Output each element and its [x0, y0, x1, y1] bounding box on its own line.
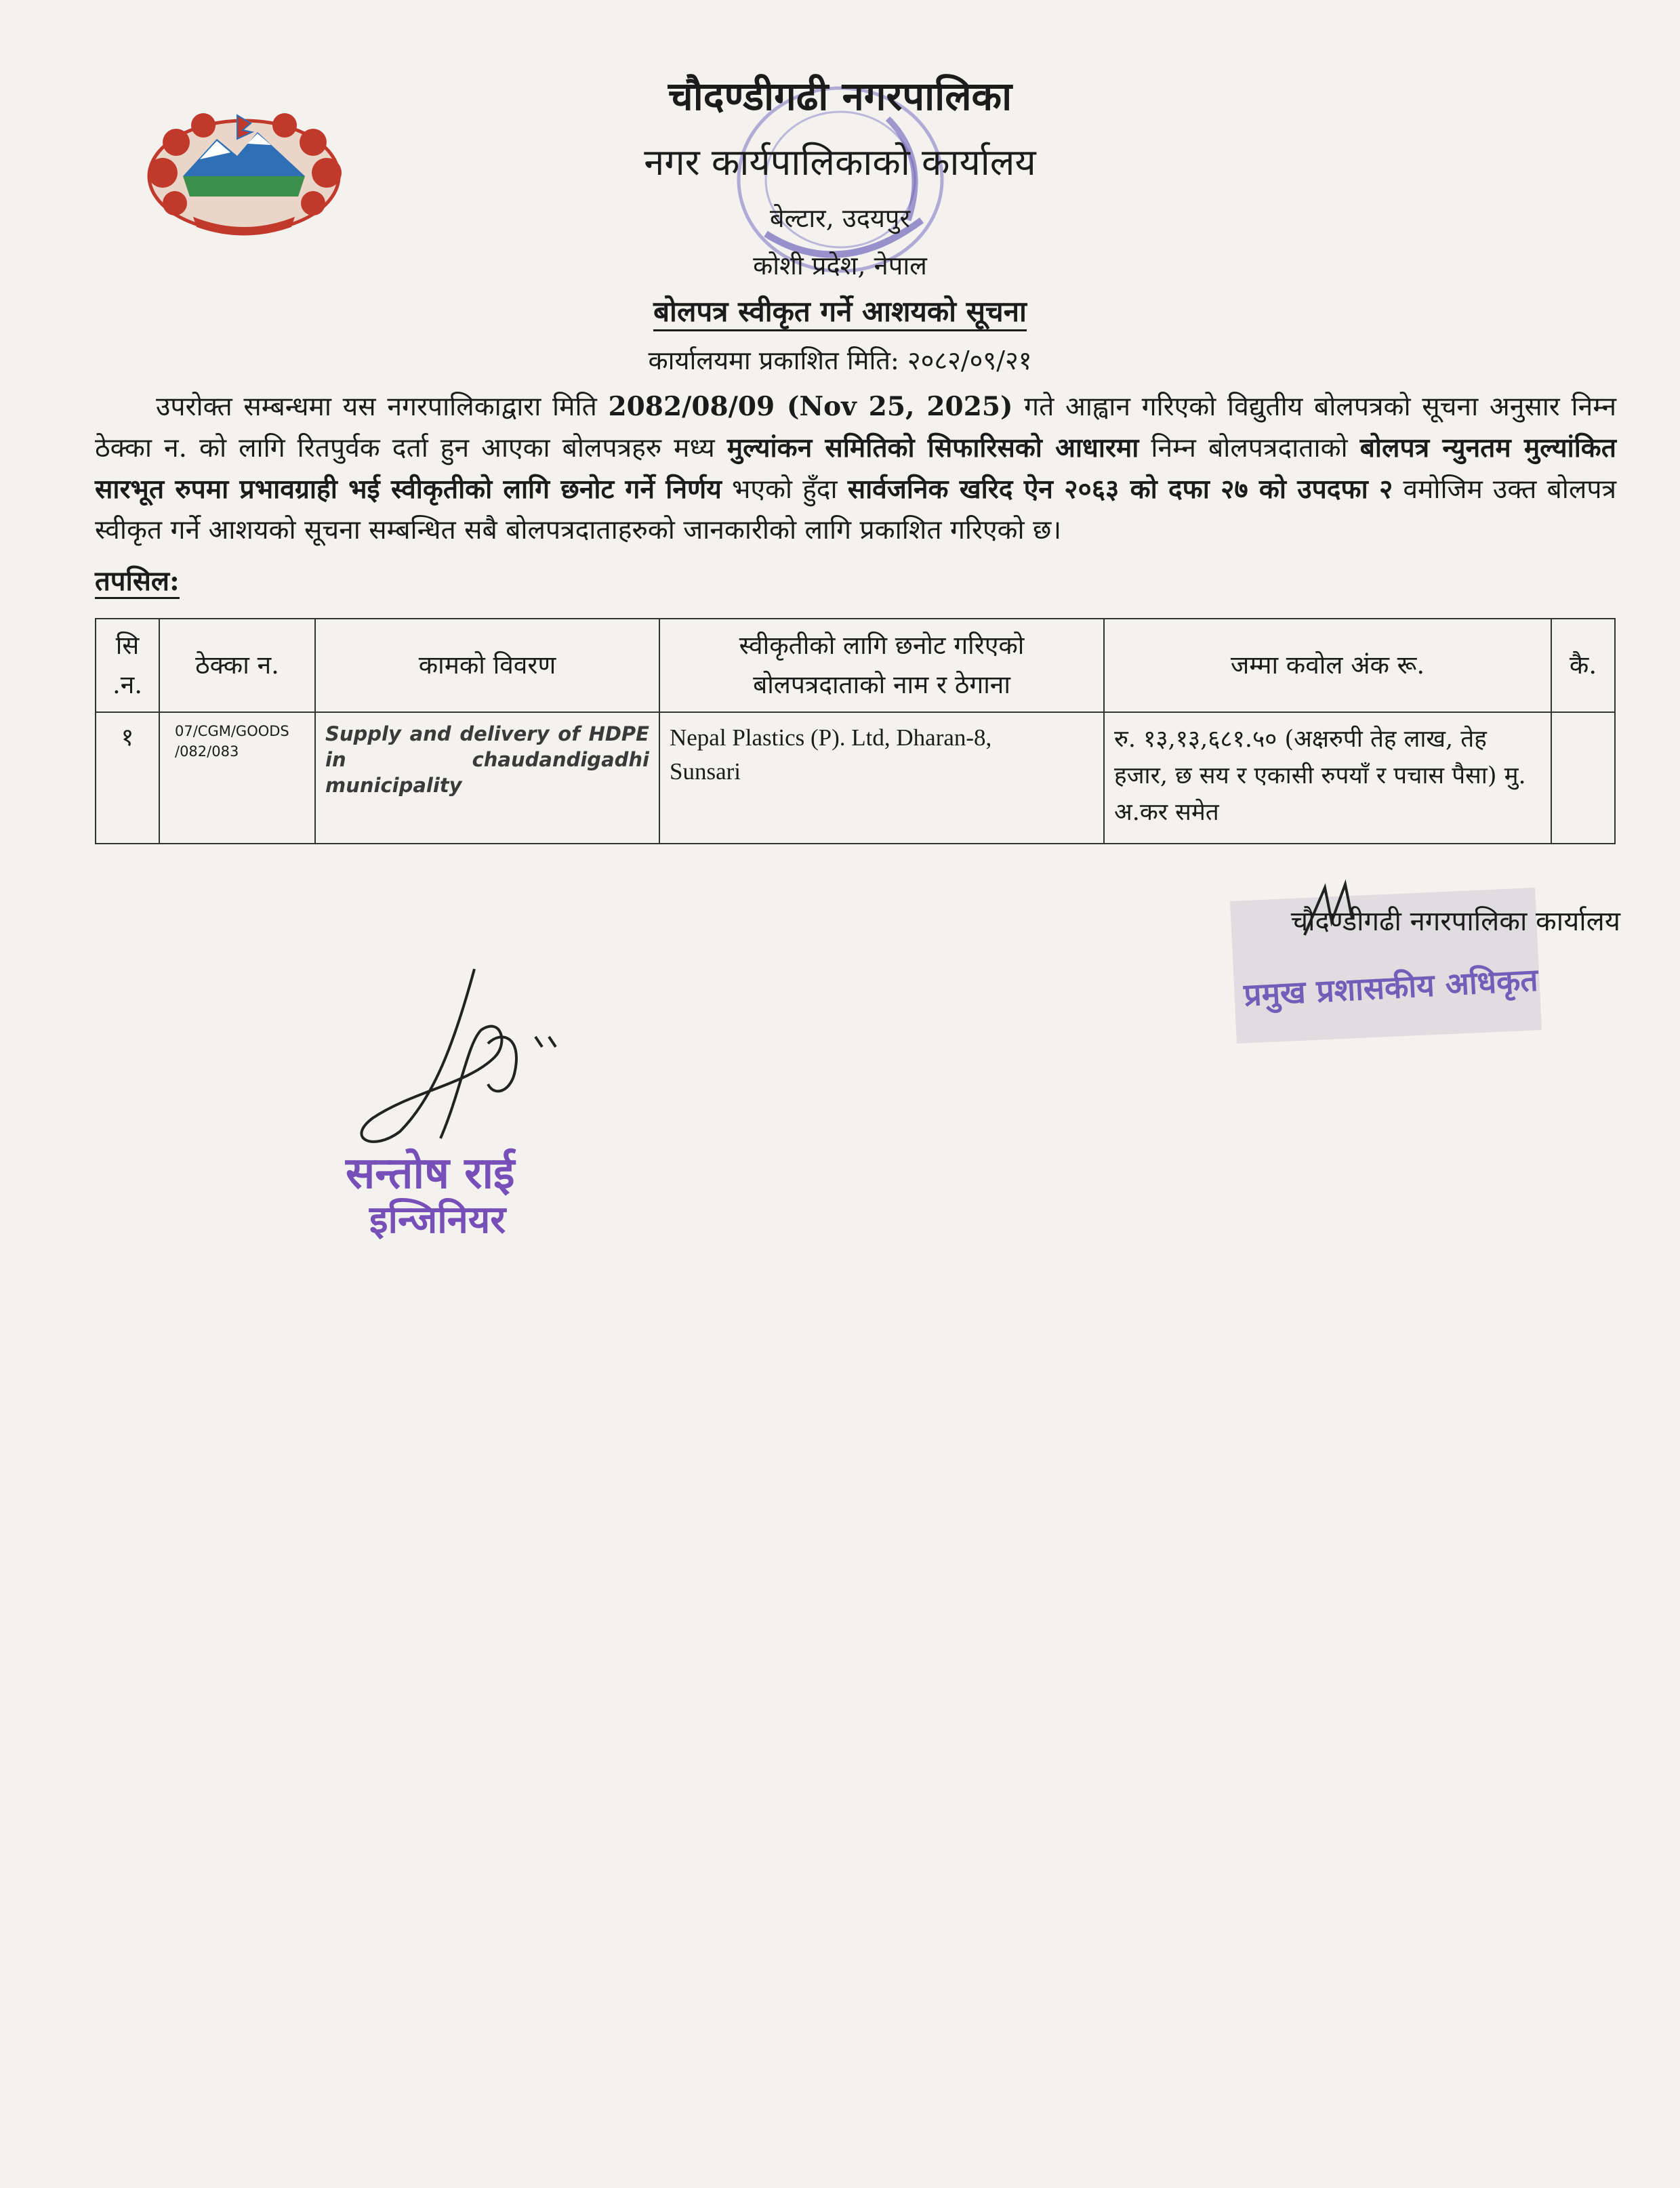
body-text-2: गते आह्वान गरिएको विद्युतीय बोलपत्रको सूचना अनुसार निम्न ठेक्का न. को लागि रितपुर्वक दर्ता हुन आएका बोलपत्रहरु मध्य	[95, 392, 1617, 463]
address-line-1: बेल्टार, उदयपुर	[769, 203, 911, 233]
body-evaluation-basis: मुल्यांकन समितिको सिफारिसको आधारमा	[726, 432, 1139, 463]
notice-body-paragraph	[95, 386, 1616, 551]
body-text-5: वमोजिम उक्त बोलपत्र स्वीकृत गर्ने आशयको सूचना सम्बन्धित सबै बोलपत्रदाताहरुको जानकारीको लागि प्रकाशित गरिएको छ।	[95, 474, 1616, 545]
cell-contract-no: 07/CGM/GOODS /082/083	[159, 712, 315, 844]
notice-subject-text: बोलपत्र स्वीकृत गर्ने आशयको सूचना	[653, 295, 1027, 331]
header-bidder: स्वीकृतीको लागि छनोट गरिएको बोलपत्रदाताको नाम र ठेगाना	[659, 619, 1104, 712]
officer-stamp-text: प्रमुख प्रशासकीय अधिकृत	[1242, 961, 1539, 1014]
engineer-title: इन्जिनियर	[369, 1198, 506, 1242]
cell-serial: १	[96, 712, 159, 844]
body-decision: बोलपत्र न्युनतम मुल्यांकित सारभूत रुपमा प्रभावग्राही भई स्वीकृतीको लागि छनोट गर्ने निर्णय	[95, 432, 1616, 505]
body-text-1: उपरोक्त सम्बन्धमा यस नगरपालिकाद्वारा मिति	[156, 392, 609, 422]
table-row	[96, 712, 1615, 844]
schedule-label: तपसिल:	[95, 566, 180, 599]
body-text-3: निम्न बोलपत्रदाताको	[1139, 433, 1360, 463]
cell-amount: रु. १३,१३,६८१.५० (अक्षरुपी तेह लाख, तेह हजार, छ सय र एकासी रुपयाँ र पचास पैसा) मु. अ.कर समेत	[1104, 712, 1551, 844]
engineer-name: सन्तोष राई	[346, 1149, 515, 1199]
header-amount: जम्मा कवोल अंक रू.	[1104, 619, 1551, 712]
header-description: कामको विवरण	[315, 619, 659, 712]
cell-bidder: Nepal Plastics (P). Ltd, Dharan-8, Sunsari	[659, 712, 1104, 844]
office-name: नगर कार्यपालिकाको कार्यालय	[644, 141, 1036, 184]
body-text-4: भएको हुँदा	[721, 474, 848, 505]
address-line-2: कोशी प्रदेश, नेपाल	[753, 251, 927, 281]
municipality-name: चौदण्डीगढी नगरपालिका	[668, 73, 1012, 119]
header-serial: सि .न.	[96, 619, 159, 712]
notice-subject	[0, 291, 1680, 330]
body-date: 2082/08/09 (Nov 25, 2025)	[608, 391, 1013, 422]
header-remarks: कै.	[1551, 619, 1615, 712]
cell-remarks	[1551, 712, 1615, 844]
office-signature-line: चौदण्डीगढी नगरपालिका कार्यालय	[1290, 906, 1620, 937]
body-legal-reference: सार्वजनिक खरिद ऐन २०६३ को दफा २७ को उपदफा २	[847, 474, 1393, 505]
published-date: कार्यालयमा प्रकाशित मिति: २०८२/०९/२१	[648, 346, 1032, 375]
header-contract-no: ठेक्का न.	[159, 619, 315, 712]
table-header-row	[96, 619, 1615, 712]
bid-table	[95, 618, 1616, 844]
cell-description: Supply and delivery of HDPE in chaudandigadhi municipality	[315, 712, 659, 844]
